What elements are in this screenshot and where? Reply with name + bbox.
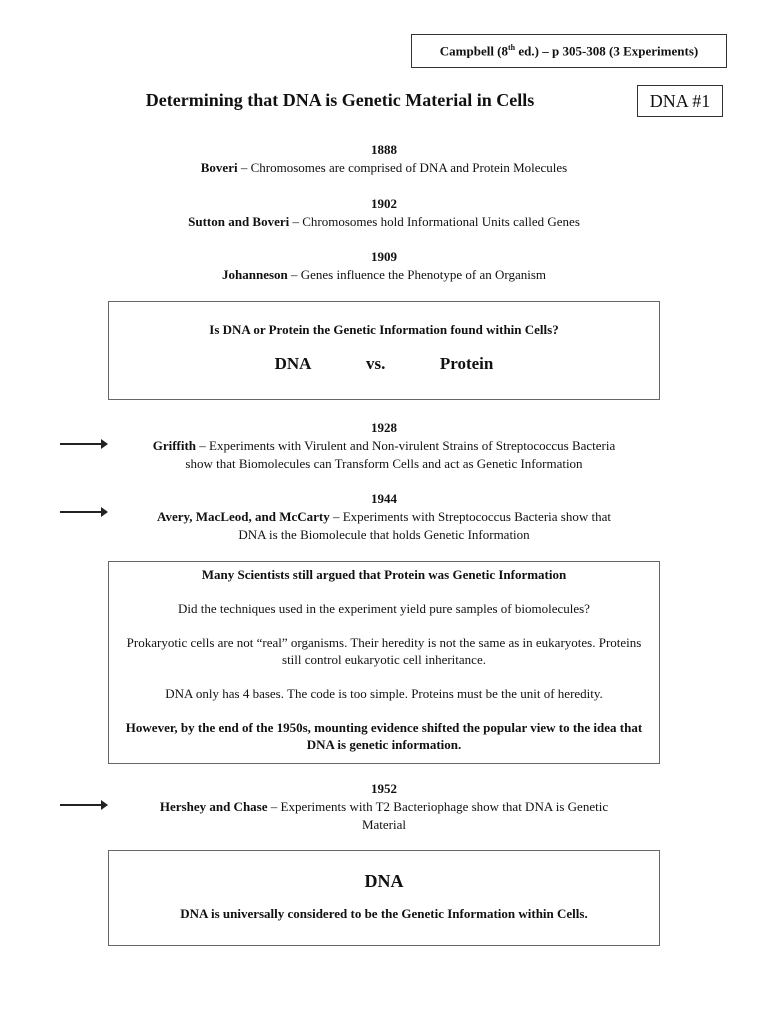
finding-text: – Experiments with Streptococcus Bacteria show that — [329, 509, 611, 524]
year-label: 1888 — [371, 142, 397, 157]
finding-text: – Experiments with Virulent and Non-virulent Strains of Streptococcus Bacteria — [196, 438, 616, 453]
reference-text: Campbell (8 — [439, 43, 509, 59]
finding-text: – Genes influence the Phenotype of an Organism — [287, 267, 546, 282]
timeline-1952 — [60, 780, 708, 834]
argument-box — [108, 561, 660, 764]
dna-label: DNA — [274, 354, 312, 373]
finding-text-continued: show that Biomolecules can Transform Cells and act as Genetic Information — [185, 456, 583, 471]
reference-pages: ed.) – p 305-308 (3 Experiments) — [515, 43, 699, 59]
year-label: 1944 — [371, 491, 397, 506]
finding-text-continued: Material — [361, 817, 407, 832]
question-text: Is DNA or Protein the Genetic Information found within Cells? — [209, 322, 559, 337]
argument-point-purity: Did the techniques used in the experiment yield pure samples of biomolecules? — [178, 601, 590, 616]
scientist-name: Sutton and Boveri — [188, 214, 290, 229]
argument-point-prokaryotes: Prokaryotic cells are not “real” organisms. Their heredity is not the same as in eukaryotes. Proteins still control eukaryotic cell inheritance. — [126, 635, 642, 667]
scientist-name: Griffith — [152, 438, 197, 453]
scientist-name: Hershey and Chase — [159, 799, 268, 814]
question-box — [108, 301, 660, 400]
timeline-1902 — [60, 195, 708, 231]
conclusion-heading: DNA — [364, 871, 404, 891]
scientist-name: Johanneson — [222, 267, 288, 282]
year-label: 1952 — [371, 781, 397, 796]
right-arrow-icon — [60, 511, 106, 513]
timeline-1909 — [60, 248, 708, 284]
year-label: 1909 — [371, 249, 397, 264]
vs-label: vs. — [365, 354, 386, 373]
finding-text: – Chromosomes are comprised of DNA and Protein Molecules — [237, 160, 568, 175]
document-tag: DNA #1 — [637, 85, 723, 117]
argument-heading: Many Scientists still argued that Protein was Genetic Information — [201, 567, 567, 582]
timeline-1928 — [60, 419, 708, 473]
reference-superscript: th — [508, 42, 516, 52]
page-title: Determining that DNA is Genetic Material in Cells — [145, 90, 535, 110]
right-arrow-icon — [60, 443, 106, 445]
right-arrow-icon — [60, 804, 106, 806]
argument-point-bases: DNA only has 4 bases. The code is too simple. Proteins must be the unit of heredity. — [165, 686, 603, 701]
finding-text: – Experiments with T2 Bacteriophage show that DNA is Genetic — [267, 799, 609, 814]
finding-text: – Chromosomes hold Informational Units called Genes — [289, 214, 580, 229]
timeline-1944 — [60, 490, 708, 544]
timeline-1888 — [60, 141, 708, 177]
conclusion-box — [108, 850, 660, 946]
dna-vs-protein — [109, 354, 659, 374]
argument-conclusion: However, by the end of the 1950s, mounting evidence shifted the popular view to the idea that DNA is genetic information. — [125, 720, 643, 752]
scientist-name: Boveri — [200, 160, 238, 175]
year-label: 1928 — [371, 420, 397, 435]
protein-label: Protein — [439, 354, 494, 373]
textbook-reference-box — [411, 34, 727, 68]
finding-text-continued: DNA is the Biomolecule that holds Genetic Information — [238, 527, 530, 542]
year-label: 1902 — [371, 196, 397, 211]
scientist-name: Avery, MacLeod, and McCarty — [157, 509, 330, 524]
conclusion-text: DNA is universally considered to be the Genetic Information within Cells. — [180, 906, 588, 921]
